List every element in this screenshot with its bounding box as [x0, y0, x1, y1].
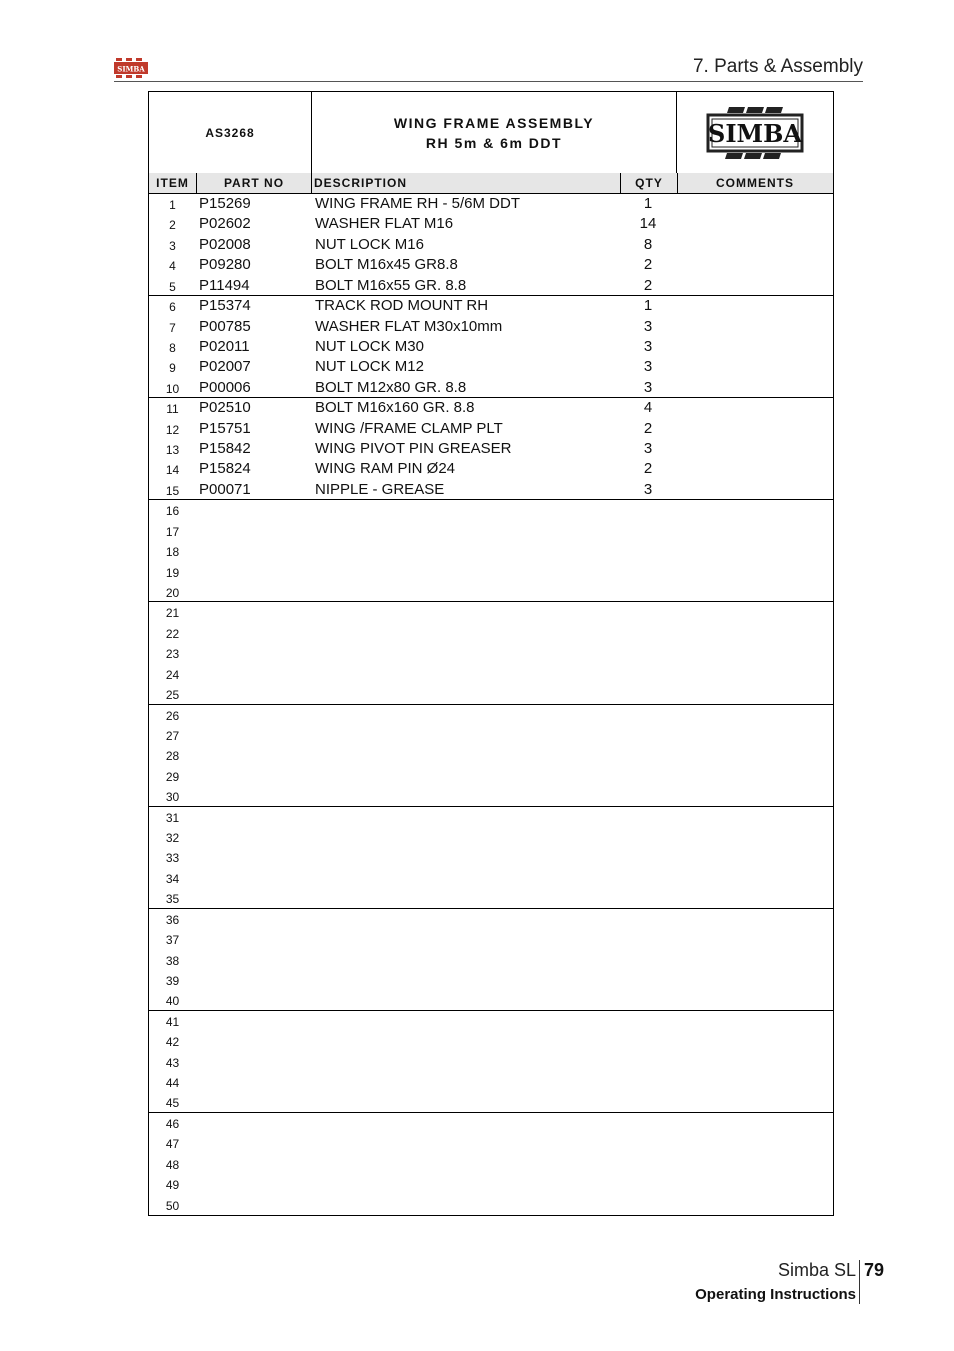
table-row: [149, 521, 833, 541]
table-row: [149, 1195, 833, 1215]
table-row: [149, 480, 833, 500]
assembly-code: AS3268: [149, 92, 312, 173]
part-qty: [620, 929, 676, 949]
footer-product: Simba SL: [777, 1260, 856, 1280]
part-number: P11494: [199, 276, 250, 294]
table-row: [149, 1011, 833, 1031]
table-row: [149, 725, 833, 745]
item-number: 27: [165, 728, 180, 743]
table-row: [149, 643, 833, 663]
item-number: 5: [169, 279, 176, 294]
item-number: 29: [165, 769, 180, 784]
part-qty: [620, 1011, 676, 1031]
part-qty: [620, 970, 676, 990]
part-qty: 3: [643, 440, 653, 458]
item-number: 43: [165, 1055, 180, 1070]
table-row: [149, 868, 833, 888]
part-description: WING PIVOT PIN GREASER: [315, 440, 512, 458]
part-number: P15374: [199, 297, 251, 315]
item-number: 6: [169, 300, 176, 315]
part-qty: [620, 1031, 676, 1051]
item-number: 37: [165, 933, 180, 948]
item-number: 34: [165, 871, 180, 886]
item-number: 39: [165, 973, 180, 988]
simba-logo: [677, 92, 833, 173]
assembly-title-line1: WING FRAME ASSEMBLY: [393, 114, 595, 131]
part-qty: 3: [643, 337, 653, 355]
table-row: [149, 276, 833, 296]
part-number: P15751: [199, 419, 251, 437]
item-number: 47: [165, 1137, 180, 1152]
brand-logo-small-text: SIMBA: [117, 64, 145, 74]
item-number: 50: [165, 1198, 180, 1213]
table-row: [149, 357, 833, 377]
part-qty: [620, 725, 676, 745]
part-qty: [620, 1195, 676, 1215]
table-row: [149, 1052, 833, 1072]
part-number: P02011: [199, 337, 250, 355]
item-number: 1: [169, 198, 176, 212]
item-number: 4: [169, 259, 176, 274]
table-row: [149, 664, 833, 684]
part-qty: [620, 541, 676, 561]
part-description: NUT LOCK M12: [315, 358, 424, 376]
item-number: 31: [165, 810, 180, 825]
part-qty: [620, 827, 676, 847]
part-description: WING /FRAME CLAMP PLT: [315, 419, 503, 437]
table-row: [149, 807, 833, 827]
table-row: [149, 1154, 833, 1174]
item-number: 40: [165, 994, 180, 1009]
part-description: BOLT M12x80 GR. 8.8: [315, 378, 467, 396]
part-qty: [620, 1092, 676, 1112]
brand-logo-small: [114, 58, 148, 78]
table-row: [149, 317, 833, 337]
footer-subtitle: Operating Instructions: [695, 1286, 856, 1303]
header-rule: [114, 81, 863, 82]
table-row: [149, 439, 833, 459]
item-number: 45: [165, 1096, 180, 1111]
page-number: 79: [864, 1260, 885, 1280]
col-item: ITEM: [149, 173, 197, 193]
item-number: 7: [169, 320, 176, 335]
part-qty: 3: [643, 317, 653, 335]
part-number: P09280: [199, 256, 251, 274]
part-qty: [620, 1154, 676, 1174]
part-qty: 4: [643, 399, 653, 417]
table-row: [149, 1092, 833, 1112]
table-row: [149, 745, 833, 765]
part-description: NUT LOCK M30: [315, 337, 424, 355]
part-number: P02007: [199, 358, 251, 376]
col-part-no: PART NO: [197, 173, 312, 193]
part-qty: [620, 1052, 676, 1072]
part-qty: [620, 500, 676, 520]
item-number: 14: [165, 463, 180, 478]
part-qty: [620, 888, 676, 908]
item-number: 20: [165, 585, 180, 600]
item-number: 42: [165, 1035, 180, 1050]
item-number: 28: [165, 749, 180, 764]
part-number: P15824: [199, 460, 251, 478]
item-number: 22: [165, 626, 180, 641]
part-qty: 2: [643, 276, 653, 294]
item-number: 3: [169, 238, 176, 253]
part-qty: [620, 643, 676, 663]
part-description: NIPPLE - GREASE: [315, 480, 445, 498]
table-row: [149, 582, 833, 602]
table-row: [149, 909, 833, 929]
table-row: [149, 929, 833, 949]
part-qty: [620, 786, 676, 806]
part-qty: [620, 1133, 676, 1153]
footer-rule: [859, 1260, 860, 1304]
table-row: [149, 255, 833, 275]
col-qty: QTY: [620, 173, 678, 193]
part-qty: [620, 664, 676, 684]
part-description: BOLT M16x160 GR. 8.8: [315, 399, 475, 417]
table-row: [149, 950, 833, 970]
table-row: [149, 194, 833, 214]
part-number: P02510: [199, 399, 251, 417]
table-row: [149, 500, 833, 520]
part-qty: 3: [643, 480, 653, 498]
item-number: 12: [165, 422, 180, 437]
item-number: 30: [165, 790, 180, 805]
item-number: 2: [169, 218, 176, 233]
item-number: 49: [165, 1178, 180, 1193]
table-row: [149, 602, 833, 622]
part-number: P02008: [199, 235, 251, 253]
item-number: 44: [165, 1076, 180, 1091]
part-qty: [620, 807, 676, 827]
part-qty: 2: [643, 256, 653, 274]
item-number: 32: [165, 831, 180, 846]
part-qty: [620, 684, 676, 704]
table-row: [149, 214, 833, 234]
part-description: WING FRAME RH - 5/6M DDT: [315, 195, 520, 212]
part-number: P15842: [199, 440, 251, 458]
assembly-title-line2: RH 5m & 6m DDT: [425, 134, 563, 151]
item-number: 16: [165, 504, 180, 519]
table-row: [149, 623, 833, 643]
item-number: 10: [165, 381, 180, 396]
item-number: 25: [165, 688, 180, 703]
part-number: P00006: [199, 378, 251, 396]
part-qty: [620, 766, 676, 786]
part-qty: [620, 909, 676, 929]
part-qty: [620, 1072, 676, 1092]
item-number: 35: [165, 892, 180, 907]
part-qty: [620, 868, 676, 888]
parts-sheet: [148, 91, 834, 1216]
table-row: [149, 766, 833, 786]
simba-logo-text: SIMBA: [707, 118, 803, 148]
table-row: [149, 1072, 833, 1092]
item-number: 9: [169, 361, 176, 376]
part-description: BOLT M16x45 GR8.8: [315, 256, 458, 274]
assembly-title: [312, 92, 677, 173]
part-description: WASHER FLAT M30x10mm: [315, 317, 503, 335]
part-number: P02602: [199, 215, 251, 233]
item-number: 17: [165, 524, 180, 539]
table-row: [149, 684, 833, 704]
table-row: [149, 827, 833, 847]
part-number: P15269: [199, 195, 251, 212]
table-row: [149, 970, 833, 990]
part-qty: [620, 1174, 676, 1194]
part-qty: [620, 521, 676, 541]
table-row: [149, 378, 833, 398]
part-description: WASHER FLAT M16: [315, 215, 454, 233]
item-number: 33: [165, 851, 180, 866]
title-block: [149, 92, 833, 174]
part-number: P00785: [199, 317, 251, 335]
table-row: [149, 541, 833, 561]
table-row: [149, 990, 833, 1010]
item-number: 18: [165, 545, 180, 560]
table-row: [149, 562, 833, 582]
item-number: 41: [165, 1014, 180, 1029]
table-row: [149, 1031, 833, 1051]
table-row: [149, 337, 833, 357]
part-description: NUT LOCK M16: [315, 235, 424, 253]
item-number: 21: [165, 606, 180, 621]
part-qty: [620, 705, 676, 725]
col-comments: COMMENTS: [716, 176, 794, 190]
part-qty: 3: [643, 358, 653, 376]
part-qty: 2: [643, 460, 653, 478]
part-qty: [620, 562, 676, 582]
part-qty: [620, 623, 676, 643]
item-number: 38: [165, 953, 180, 968]
part-qty: 14: [639, 215, 657, 233]
section-title: 7. Parts & Assembly: [692, 56, 863, 77]
table-row: [149, 1174, 833, 1194]
part-qty: [620, 745, 676, 765]
part-qty: [620, 950, 676, 970]
table-row: [149, 235, 833, 255]
table-row: [149, 459, 833, 479]
part-qty: [620, 582, 676, 602]
part-qty: [620, 990, 676, 1010]
item-number: 8: [169, 340, 176, 355]
item-number: 24: [165, 667, 180, 682]
part-qty: [620, 602, 676, 622]
table-row: [149, 705, 833, 725]
part-qty: 8: [643, 235, 653, 253]
table-row: [149, 888, 833, 908]
item-number: 15: [165, 483, 180, 498]
column-header-row: [149, 173, 833, 194]
table-row: [149, 296, 833, 316]
part-number: P00071: [199, 480, 251, 498]
col-description: DESCRIPTION: [314, 176, 408, 190]
table-row: [149, 1113, 833, 1133]
table-row: [149, 847, 833, 867]
part-description: BOLT M16x55 GR. 8.8: [315, 276, 467, 294]
part-qty: 2: [643, 419, 653, 437]
item-number: 11: [166, 402, 179, 417]
item-number: 23: [165, 647, 180, 662]
item-number: 13: [165, 443, 180, 458]
part-qty: 1: [643, 297, 653, 315]
table-row: [149, 786, 833, 806]
part-qty: [620, 1113, 676, 1133]
item-number: 48: [165, 1157, 180, 1172]
table-row: [149, 398, 833, 418]
part-description: TRACK ROD MOUNT RH: [315, 297, 489, 315]
table-row: [149, 419, 833, 439]
item-number: 46: [165, 1116, 180, 1131]
item-number: 36: [165, 912, 180, 927]
table-row: [149, 1133, 833, 1153]
item-number: 26: [165, 708, 180, 723]
part-description: WING RAM PIN Ø24: [315, 460, 456, 478]
part-qty: 1: [643, 195, 653, 212]
item-number: 19: [165, 565, 180, 580]
part-qty: [620, 847, 676, 867]
part-qty: 3: [643, 378, 653, 396]
